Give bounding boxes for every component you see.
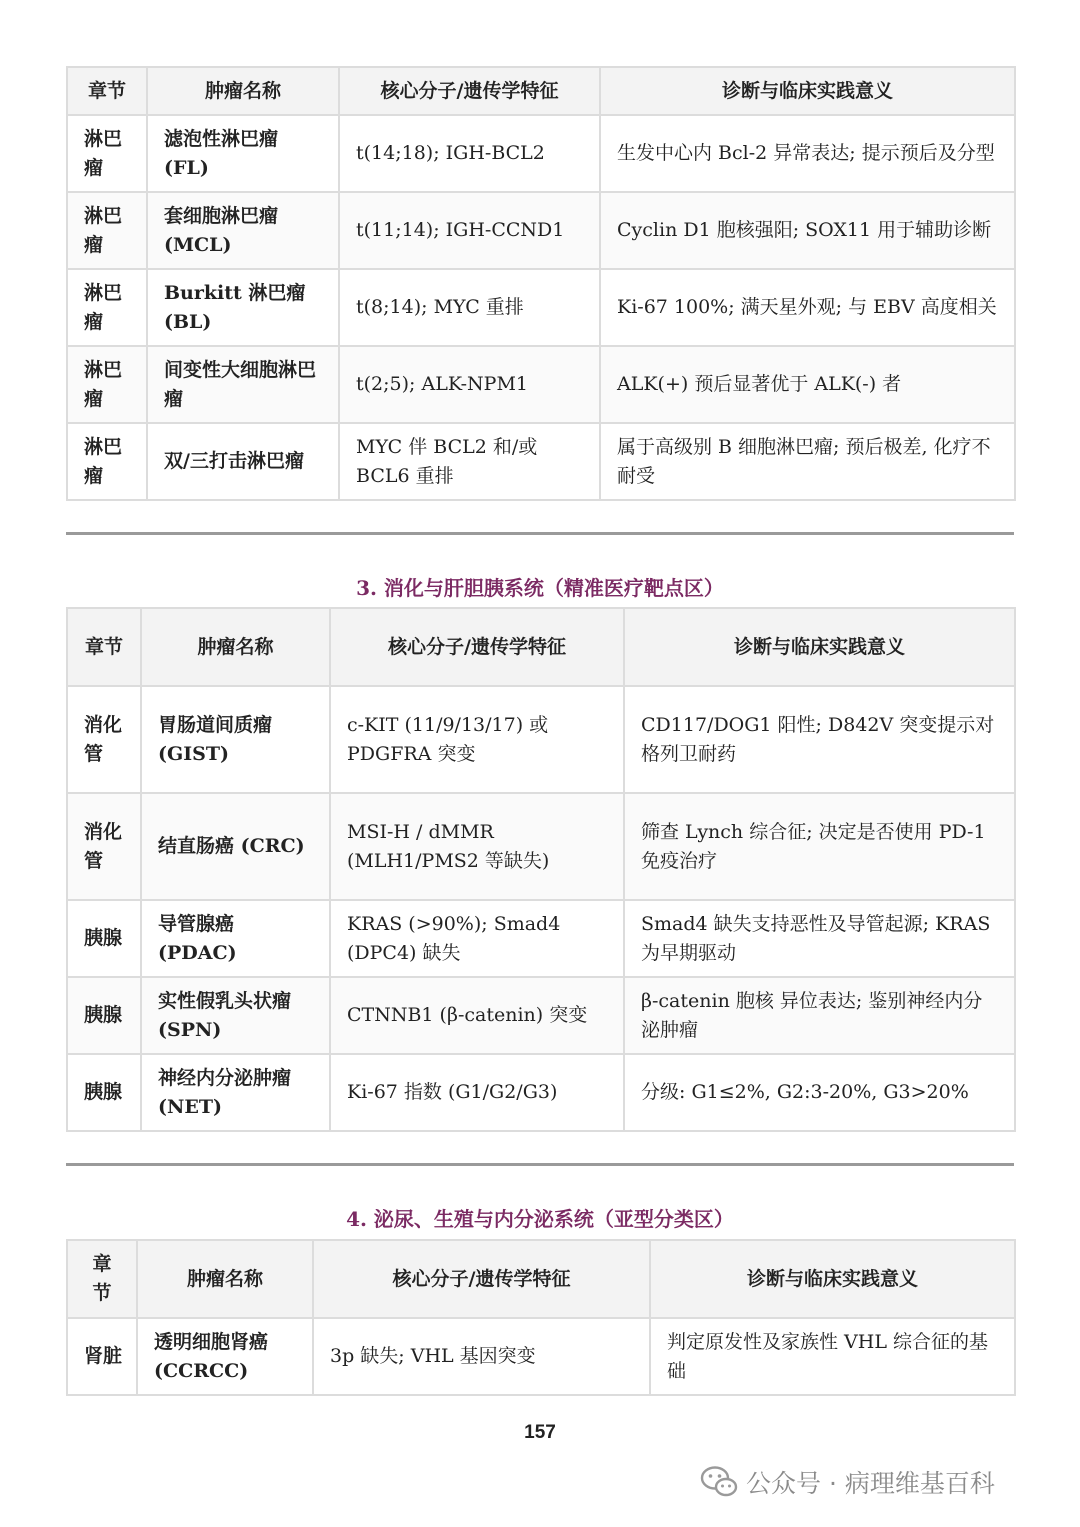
header-molecular-feature: 核心分子/遗传学特征 — [330, 608, 624, 686]
table-row — [67, 793, 1015, 900]
section-divider — [66, 532, 1014, 535]
table-row — [67, 269, 1015, 346]
watermark — [700, 1462, 995, 1502]
cell-tumor-name: 导管腺癌 (PDAC) — [141, 900, 330, 977]
cell-molecular-feature: t(2;5); ALK-NPM1 — [339, 346, 600, 423]
cell-tumor-name: Burkitt 淋巴瘤 (BL) — [147, 269, 339, 346]
cell-molecular-feature: 3p 缺失; VHL 基因突变 — [313, 1318, 650, 1395]
cell-clinical-significance: 判定原发性及家族性 VHL 综合征的基础 — [650, 1318, 1015, 1395]
header-clinical-significance: 诊断与临床实践意义 — [650, 1240, 1015, 1318]
cell-chapter: 消化管 — [67, 686, 141, 793]
cell-molecular-feature: t(14;18); IGH-BCL2 — [339, 115, 600, 192]
cell-clinical-significance: Cyclin D1 胞核强阳; SOX11 用于辅助诊断 — [600, 192, 1015, 269]
table-header-row — [67, 67, 1015, 115]
cell-chapter: 淋巴瘤 — [67, 192, 147, 269]
cell-clinical-significance: Smad4 缺失支持恶性及导管起源; KRAS 为早期驱动 — [624, 900, 1015, 977]
table-row — [67, 423, 1015, 500]
cell-chapter: 消化管 — [67, 793, 141, 900]
table-row — [67, 977, 1015, 1054]
digestive-table — [66, 607, 1016, 1132]
header-clinical-significance: 诊断与临床实践意义 — [600, 67, 1015, 115]
table-header-row — [67, 608, 1015, 686]
section-3-title: 3. 消化与肝胆胰系统（精准医疗靶点区） — [356, 576, 724, 600]
header-clinical-significance: 诊断与临床实践意义 — [624, 608, 1015, 686]
cell-molecular-feature: KRAS (>90%); Smad4 (DPC4) 缺失 — [330, 900, 624, 977]
cell-clinical-significance: ALK(+) 预后显著优于 ALK(-) 者 — [600, 346, 1015, 423]
cell-molecular-feature: t(11;14); IGH-CCND1 — [339, 192, 600, 269]
cell-clinical-significance: β-catenin 胞核 异位表达; 鉴别神经内分泌肿瘤 — [624, 977, 1015, 1054]
cell-chapter: 胰腺 — [67, 1054, 141, 1131]
cell-clinical-significance: Ki-67 100%; 满天星外观; 与 EBV 高度相关 — [600, 269, 1015, 346]
cell-clinical-significance: 生发中心内 Bcl-2 异常表达; 提示预后及分型 — [600, 115, 1015, 192]
cell-clinical-significance: 属于高级别 B 细胞淋巴瘤; 预后极差, 化疗不耐受 — [600, 423, 1015, 500]
cell-molecular-feature: t(8;14); MYC 重排 — [339, 269, 600, 346]
table-row — [67, 346, 1015, 423]
cell-chapter: 胰腺 — [67, 900, 141, 977]
cell-clinical-significance: 分级: G1≤2%, G2:3-20%, G3>20% — [624, 1054, 1015, 1131]
cell-chapter: 淋巴瘤 — [67, 423, 147, 500]
cell-chapter: 胰腺 — [67, 977, 141, 1054]
page-number: 157 — [524, 1422, 556, 1443]
table-row — [67, 1318, 1015, 1395]
cell-tumor-name: 滤泡性淋巴瘤 (FL) — [147, 115, 339, 192]
table-row — [67, 115, 1015, 192]
header-chapter: 章节 — [67, 608, 141, 686]
watermark-text: 公众号 · 病理维基百科 — [746, 1469, 995, 1498]
cell-chapter: 淋巴瘤 — [67, 115, 147, 192]
urinary-table — [66, 1239, 1016, 1396]
table-row — [67, 192, 1015, 269]
cell-tumor-name: 间变性大细胞淋巴瘤 — [147, 346, 339, 423]
cell-molecular-feature: MYC 伴 BCL2 和/或 BCL6 重排 — [339, 423, 600, 500]
cell-molecular-feature: CTNNB1 (β-catenin) 突变 — [330, 977, 624, 1054]
cell-molecular-feature: c-KIT (11/9/13/17) 或 PDGFRA 突变 — [330, 686, 624, 793]
cell-tumor-name: 透明细胞肾癌 (CCRCC) — [137, 1318, 313, 1395]
section-divider — [66, 1163, 1014, 1166]
header-chapter: 章节 — [67, 67, 147, 115]
cell-tumor-name: 胃肠道间质瘤 (GIST) — [141, 686, 330, 793]
cell-clinical-significance: 筛查 Lynch 综合征; 决定是否使用 PD-1 免疫治疗 — [624, 793, 1015, 900]
section-4-title: 4. 泌尿、生殖与内分泌系统（亚型分类区） — [346, 1207, 734, 1231]
wechat-icon — [700, 1465, 738, 1499]
header-molecular-feature: 核心分子/遗传学特征 — [339, 67, 600, 115]
cell-tumor-name: 神经内分泌肿瘤 (NET) — [141, 1054, 330, 1131]
cell-chapter: 肾脏 — [67, 1318, 137, 1395]
table-row — [67, 1054, 1015, 1131]
header-chapter: 章节 — [67, 1240, 137, 1318]
table-header-row — [67, 1240, 1015, 1318]
cell-clinical-significance: CD117/DOG1 阳性; D842V 突变提示对格列卫耐药 — [624, 686, 1015, 793]
table-row — [67, 900, 1015, 977]
cell-tumor-name: 套细胞淋巴瘤 (MCL) — [147, 192, 339, 269]
header-molecular-feature: 核心分子/遗传学特征 — [313, 1240, 650, 1318]
table-row — [67, 686, 1015, 793]
cell-tumor-name: 结直肠癌 (CRC) — [141, 793, 330, 900]
header-tumor-name: 肿瘤名称 — [141, 608, 330, 686]
cell-chapter: 淋巴瘤 — [67, 269, 147, 346]
cell-molecular-feature: MSI-H / dMMR (MLH1/PMS2 等缺失) — [330, 793, 624, 900]
header-tumor-name: 肿瘤名称 — [137, 1240, 313, 1318]
cell-chapter: 淋巴瘤 — [67, 346, 147, 423]
cell-molecular-feature: Ki-67 指数 (G1/G2/G3) — [330, 1054, 624, 1131]
cell-tumor-name: 实性假乳头状瘤 (SPN) — [141, 977, 330, 1054]
header-tumor-name: 肿瘤名称 — [147, 67, 339, 115]
cell-tumor-name: 双/三打击淋巴瘤 — [147, 423, 339, 500]
lymphoma-table — [66, 66, 1016, 501]
